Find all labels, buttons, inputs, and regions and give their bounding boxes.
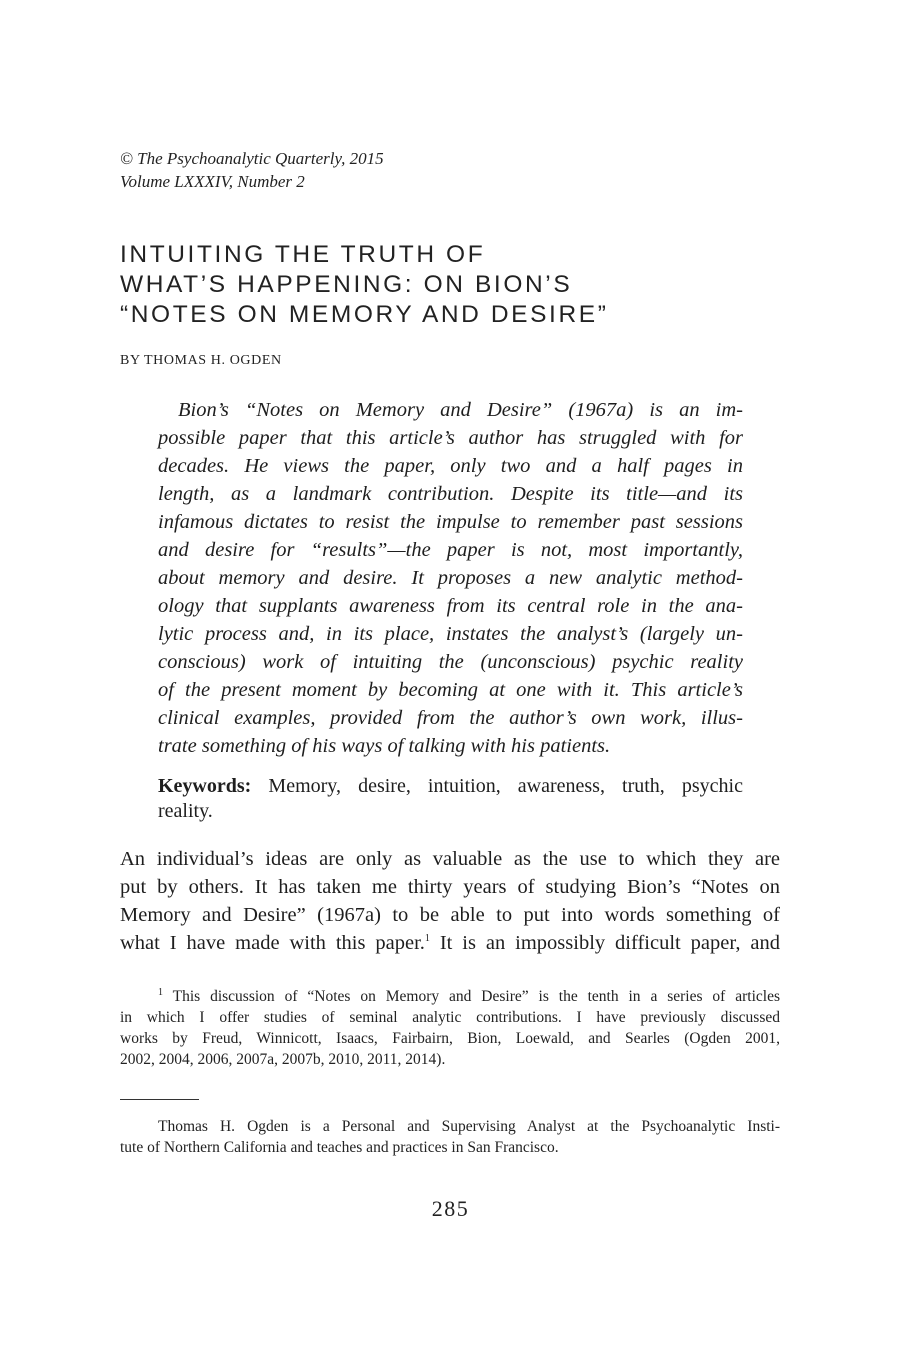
body-text-segment: what I have made with this paper.	[120, 932, 425, 954]
title-line: “NOTES ON MEMORY AND DESIRE”	[120, 301, 609, 328]
abstract-line: length, as a landmark contribution. Despite its title—and its	[158, 483, 743, 505]
abstract-line: and desire for “results”—the paper is not, most importantly,	[158, 539, 743, 561]
body-text-segment: It is an impossibly difficult paper, and	[429, 932, 781, 954]
abstract-line: lytic process and, in its place, instates the analyst’s (largely un-	[158, 623, 743, 645]
keywords-list: Memory, desire, intuition, awareness, truth, psychic	[251, 775, 743, 797]
abstract-line: conscious) work of intuiting the (unconscious) psychic reality	[158, 651, 743, 673]
footnote-number: 1	[158, 986, 163, 998]
keywords-line: reality.	[158, 800, 213, 822]
body-line	[120, 929, 780, 957]
article-title	[120, 240, 608, 330]
keywords-label: Keywords:	[158, 775, 252, 797]
keywords	[158, 774, 743, 824]
author-note-line: Thomas H. Ogden is a Personal and Supervising Analyst at the Psychoanalytic Insti-	[158, 1118, 780, 1135]
footnote-line	[120, 986, 780, 1007]
journal-volume: Volume LXXXIV, Number 2	[120, 172, 305, 191]
footnote-marker[interactable]: 1	[424, 933, 430, 945]
author-byline: BY THOMAS H. OGDEN	[120, 353, 282, 368]
page-number: 285	[431, 1196, 470, 1221]
author-note	[120, 1116, 780, 1158]
footnote-divider	[120, 1099, 199, 1100]
author-note-line: tute of Northern California and teaches and practices in San Francisco.	[120, 1139, 559, 1156]
title-line: INTUITING THE TRUTH OF	[120, 241, 486, 268]
body-line: An individual’s ideas are only as valuable as the use to which they are	[120, 848, 780, 870]
footnote-line: in which I offer studies of seminal analytic contributions. I have previously discussed	[120, 1009, 780, 1026]
abstract-line: Bion’s “Notes on Memory and Desire” (1967a) is an im-	[178, 399, 743, 421]
journal-citation: © The Psychoanalytic Quarterly, 2015	[120, 149, 384, 168]
body-paragraph	[120, 845, 780, 957]
abstract-line: of the present moment by becoming at one with it. This article’s	[158, 679, 743, 701]
abstract-line: ology that supplants awareness from its central role in the ana-	[158, 595, 743, 617]
journal-header	[120, 147, 384, 193]
footnote-line: works by Freud, Winnicott, Isaacs, Fairbairn, Bion, Loewald, and Searles (Ogden 2001,	[120, 1030, 780, 1047]
footnote	[120, 986, 780, 1070]
abstract-line: about memory and desire. It proposes a new analytic method-	[158, 567, 743, 589]
body-line: put by others. It has taken me thirty years of studying Bion’s “Notes on	[120, 876, 780, 898]
footnote-text: This discussion of “Notes on Memory and Desire” is the tenth in a series of articles	[163, 988, 780, 1005]
abstract-line: clinical examples, provided from the author’s own work, illus-	[158, 707, 743, 729]
keywords-line	[158, 774, 743, 799]
abstract-line: infamous dictates to resist the impulse to remember past sessions	[158, 511, 743, 533]
body-line: Memory and Desire” (1967a) to be able to put into words something of	[120, 904, 780, 926]
abstract-line: trate something of his ways of talking with his patients.	[158, 735, 611, 757]
abstract-line: possible paper that this article’s author has struggled with for	[158, 427, 743, 449]
abstract	[158, 396, 743, 760]
title-line: WHAT’S HAPPENING: ON BION’S	[120, 271, 573, 298]
abstract-line: decades. He views the paper, only two and a half pages in	[158, 455, 743, 477]
footnote-line: 2002, 2004, 2006, 2007a, 2007b, 2010, 2011, 2014).	[120, 1051, 446, 1068]
